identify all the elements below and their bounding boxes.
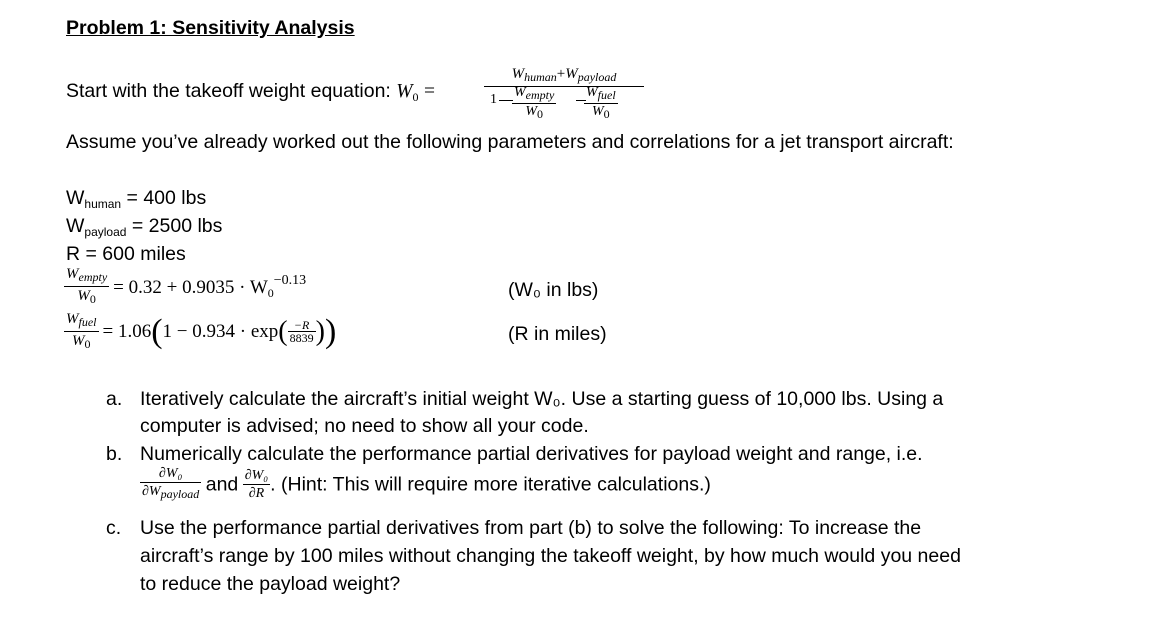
corr2-den-w: W — [72, 333, 85, 349]
corr2-unit-note: (R in miles) — [508, 323, 607, 345]
range-fraction — [288, 319, 316, 346]
dw0-dwpayload-fraction — [140, 466, 201, 503]
corr1-rhs-sub: 0 — [267, 286, 274, 300]
numerator-payload-sub: payload — [577, 70, 617, 84]
fuel-frac-sub: fuel — [597, 88, 616, 102]
corr1-num-sub: empty — [78, 270, 108, 284]
deriv2-num: ∂W₀ — [244, 467, 269, 483]
item-c-letter: c. — [106, 517, 122, 539]
whuman-sub: human — [84, 197, 122, 211]
corr1-den-sub: 0 — [89, 292, 96, 306]
deriv1-den: ∂W — [142, 484, 161, 499]
corr1-num-w: W — [66, 266, 79, 282]
item-c-line1: Use the performance partial derivatives from part (b) to solve the following: To increase the — [140, 517, 922, 539]
empty-fraction — [512, 85, 556, 122]
empty-frac-den-w: W — [525, 104, 537, 119]
assume-text: Assume you’ve already worked out the following parameters and correlations for a jet transport aircraft: — [66, 131, 954, 153]
corr2-num-sub: fuel — [78, 315, 97, 329]
empty-weight-correlation — [64, 266, 306, 308]
fuel-ratio-fraction — [64, 311, 99, 353]
problem-title: Problem 1: Sensitivity Analysis — [66, 17, 355, 39]
plus-sign: + — [556, 66, 566, 82]
w0-symbol: W — [396, 81, 413, 102]
numerator-human-sub: human — [524, 70, 557, 84]
dw0-dr-fraction — [243, 468, 270, 502]
minus-dash-1 — [499, 100, 513, 101]
corr2-inner-text: 1 − 0.934 · exp — [162, 321, 279, 342]
item-b-derivatives — [140, 466, 711, 503]
empty-frac-w: W — [514, 85, 526, 100]
fuel-weight-correlation — [64, 311, 336, 353]
wpayload-symbol: W — [66, 215, 85, 237]
denominator-one: 1 — [490, 92, 497, 107]
w0-sub: 0 — [412, 90, 419, 104]
corr2-exp-close-paren: ) — [315, 316, 325, 347]
fraction-numerator — [484, 66, 644, 87]
fuel-frac-w: W — [586, 85, 598, 100]
corr1-unit-note: (W₀ in lbs) — [508, 279, 599, 301]
empty-ratio-fraction — [64, 266, 109, 308]
empty-frac-sub: empty — [525, 88, 555, 102]
item-a-line1: Iteratively calculate the aircraft’s initial weight W₀. Use a starting guess of 10,000 lbs. Using a — [140, 388, 944, 410]
item-b-line1: Numerically calculate the performance partial derivatives for payload weight and range, i.e. — [140, 443, 923, 465]
deriv1-num: ∂W₀ — [140, 466, 201, 483]
param-range: R = 600 miles — [66, 243, 186, 265]
corr2-num-w: W — [66, 311, 79, 327]
fuel-fraction — [584, 85, 618, 122]
empty-frac-den-sub: 0 — [537, 107, 543, 121]
numerator-w-payload: W — [565, 66, 578, 82]
corr1-den-w: W — [77, 288, 90, 304]
takeoff-weight-fraction — [484, 66, 644, 119]
equation-lead: Start with the takeoff weight equation: — [66, 80, 391, 102]
wpayload-sub: payload — [84, 225, 127, 239]
param-whuman — [66, 186, 206, 216]
whuman-value: = 400 lbs — [121, 187, 207, 209]
item-b-letter: b. — [106, 443, 123, 465]
corr2-open-paren: ( — [151, 313, 163, 350]
corr1-rhs — [113, 273, 307, 300]
deriv2-den: ∂R — [248, 485, 265, 501]
corr2-close-paren: ) — [324, 313, 337, 350]
equation-lead-text — [66, 79, 435, 109]
corr1-exponent: −0.13 — [273, 273, 307, 288]
corr1-rhs-text: = 0.32 + 0.9035 · W — [113, 277, 268, 298]
item-a-letter: a. — [106, 388, 123, 410]
corr2-exp-open-paren: ( — [278, 316, 288, 347]
item-b-hint: . (Hint: This will require more iterative calculations.) — [270, 473, 711, 496]
equals-sign: = — [423, 81, 435, 102]
item-b-and: and — [205, 473, 239, 496]
deriv1-den-sub: payload — [160, 487, 200, 501]
fuel-frac-den-w: W — [592, 104, 604, 119]
param-wpayload — [66, 214, 222, 244]
fraction-denominator — [484, 87, 644, 119]
item-a-line2: computer is advised; no need to show all your code. — [140, 415, 589, 437]
range-frac-num: −R — [288, 319, 316, 333]
item-c-line2: aircraft’s range by 100 miles without changing the takeoff weight, by how much would you need — [140, 545, 961, 567]
wpayload-value: = 2500 lbs — [126, 215, 223, 237]
numerator-w-human: W — [511, 66, 525, 82]
fuel-frac-den-sub: 0 — [603, 107, 610, 121]
corr2-coefficient: = 1.06 — [102, 321, 152, 342]
corr2-inner — [163, 321, 279, 342]
item-c-line3: to reduce the payload weight? — [140, 573, 401, 595]
range-frac-den: 8839 — [289, 331, 314, 346]
corr2-den-sub: 0 — [84, 337, 91, 351]
whuman-symbol: W — [66, 187, 85, 209]
